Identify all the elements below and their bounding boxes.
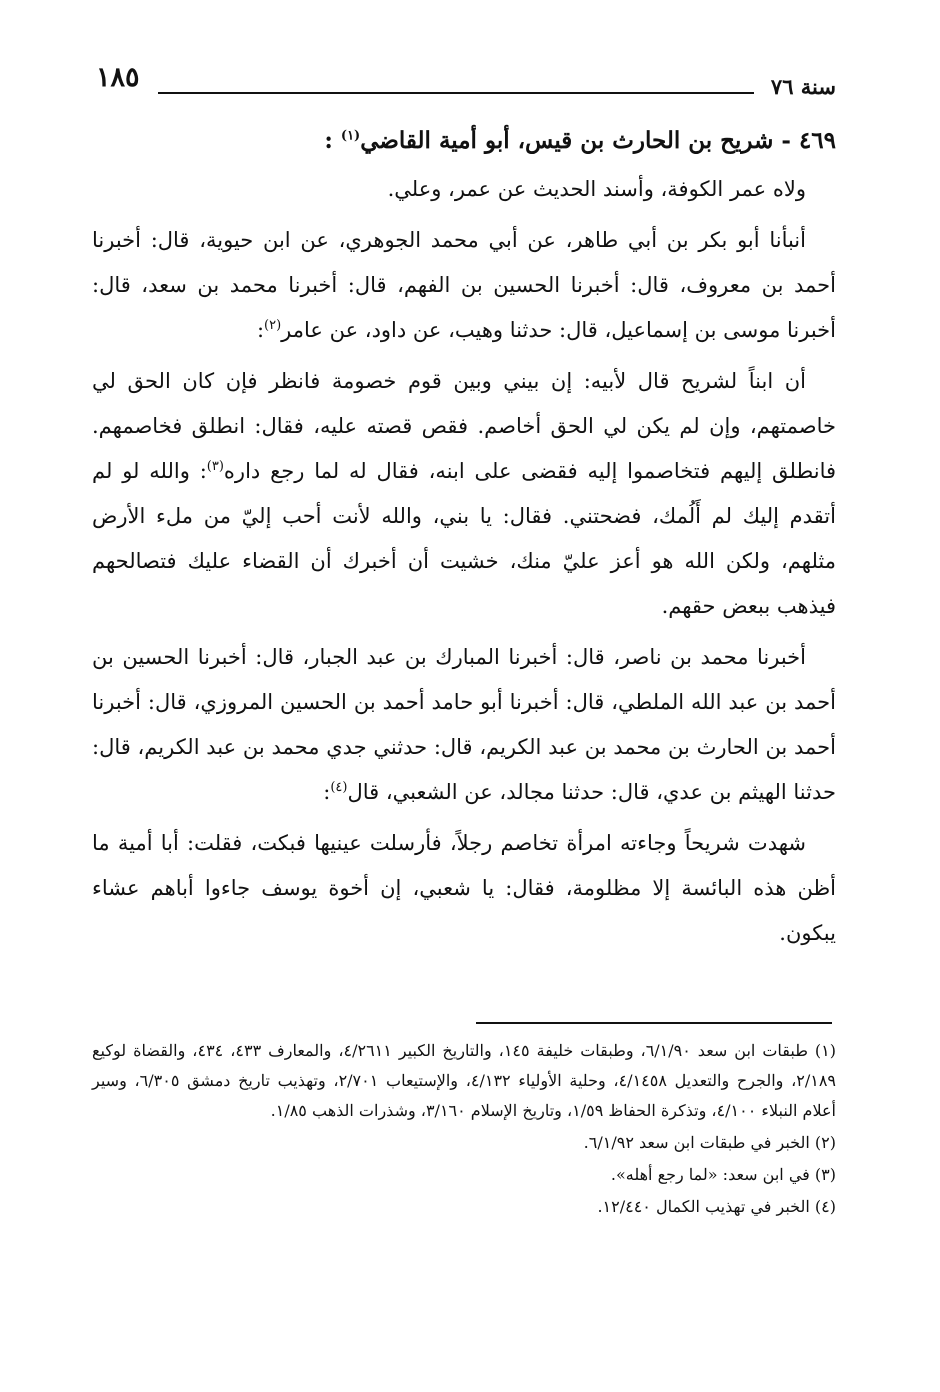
header-rule xyxy=(158,92,754,94)
page-number: ١٨٥ xyxy=(96,62,140,93)
paragraph-tail: : xyxy=(323,780,331,804)
paragraph xyxy=(92,218,836,353)
paragraph xyxy=(92,635,836,815)
entry-number: ٤٦٩ xyxy=(798,127,836,154)
paragraph xyxy=(92,167,836,212)
footnote: (٤) الخبر في تهذيب الكمال ١٢/٤٤٠. xyxy=(597,1197,836,1216)
paragraph xyxy=(92,359,836,629)
paragraph-text: ولاه عمر الكوفة، وأسند الحديث عن عمر، وعلي. xyxy=(387,177,806,201)
entry-colon: : xyxy=(324,127,333,154)
footnotes xyxy=(92,1036,836,1224)
footnote-ref[interactable]: (٤) xyxy=(330,780,348,795)
footnote-ref[interactable]: (٣) xyxy=(206,459,224,474)
footnote: (١) طبقات ابن سعد ٦/١/٩٠، وطبقات خليفة ١٤٥، والتاريخ الكبير ٤/٢٦١١، والمعارف ٤٣٣، ٤٣٤، والقضاة لوكيع ٢/١٨٩، والجرح والتعديل ٤/١٤٥٨، وحلية الأولياء ٤/١٣٢، والإستيعاب ٢/٧٠١، وتهذيب تاريخ دمشق ٦/٣٠٥، وسير أعلام النبلاء ٤/١٠٠، وتذكرة الحفاظ ١/٥٩، وتاريخ الإسلام ٣/١٦٠، وشذرات الذهب ١/٨٥. xyxy=(92,1041,837,1120)
entry-title: ٤٦٩ - شريح بن الحارث بن قيس، أبو أمية القاضي$^{(١)}$ : xyxy=(324,127,836,154)
paragraph-text: أن ابناً لشريح قال لأبيه: إن بيني وبين قوم خصومة فانظر فإن كان الحق لي خاصمتهم، وإن لم يكن لي الحق أخاصم. فقص قصته عليه، فقال: انطلق فخاصمهم. فانطلق إليهم فتخاصموا إليه فقضى على ابنه، فقال له لما رجع داره xyxy=(92,369,837,483)
footnote-ref[interactable]: (٢) xyxy=(264,318,282,333)
page-header xyxy=(96,62,836,102)
main-text xyxy=(92,118,836,962)
paragraph-tail: : xyxy=(256,318,265,342)
footnote: (٣) في ابن سعد: «لما رجع أهله». xyxy=(610,1165,836,1184)
paragraph-tail: : والله لو لم أتقدم إليك لم أَلُمك، فضحتني. فقال: يا بني، والله لأنت أحب إليّ من ملء الأرض مثلهم، ولكن الله هو أعز عليّ منك، خشيت أن أخبرك أن القضاء عليك فتصالحهم فيذهب ببعض حقهم. xyxy=(92,459,836,618)
footnote: (٢) الخبر في طبقات ابن سعد ٦/١/٩٢. xyxy=(583,1133,836,1152)
paragraph-text: أخبرنا محمد بن ناصر، قال: أخبرنا المبارك بن عبد الجبار، قال: أخبرنا الحسين بن أحمد بن عبد الله الملطي، قال: أخبرنا أبو حامد أحمد بن الحسين المروزي، قال: أخبرنا أحمد بن الحارث بن محمد بن عبد الكريم، قال: حدثني جدي محمد بن عبد الكريم، قال: حدثنا الهيثم بن عدي، قال: حدثنا مجالد، عن الشعبي، قال xyxy=(92,645,836,804)
footnote-ref[interactable]: (١) xyxy=(340,128,361,144)
running-head: سنة ٧٦ xyxy=(770,74,836,99)
footnote-separator xyxy=(476,1022,832,1024)
paragraph-text: شهدت شريحاً وجاءته امرأة تخاصم رجلاً، فأرسلت عينيها فبكت، فقلت: أبا أمية ما أظن هذه البائسة إلا مظلومة، فقال: يا شعبي، إن أخوة يوسف جاءوا أباهم عشاء يبكون. xyxy=(92,831,836,945)
paragraph-text: أنبأنا أبو بكر بن أبي طاهر، عن أبي محمد الجوهري، عن ابن حيوية، قال: أخبرنا أحمد بن معروف، قال: أخبرنا الحسين بن الفهم، قال: أخبرنا محمد بن سعد، قال: أخبرنا موسى بن إسماعيل، قال: حدثنا وهيب، عن داود، عن عامر xyxy=(92,228,836,342)
entry-name: شريح بن الحارث بن قيس، أبو أمية القاضي xyxy=(360,127,774,154)
paragraph xyxy=(92,821,836,956)
